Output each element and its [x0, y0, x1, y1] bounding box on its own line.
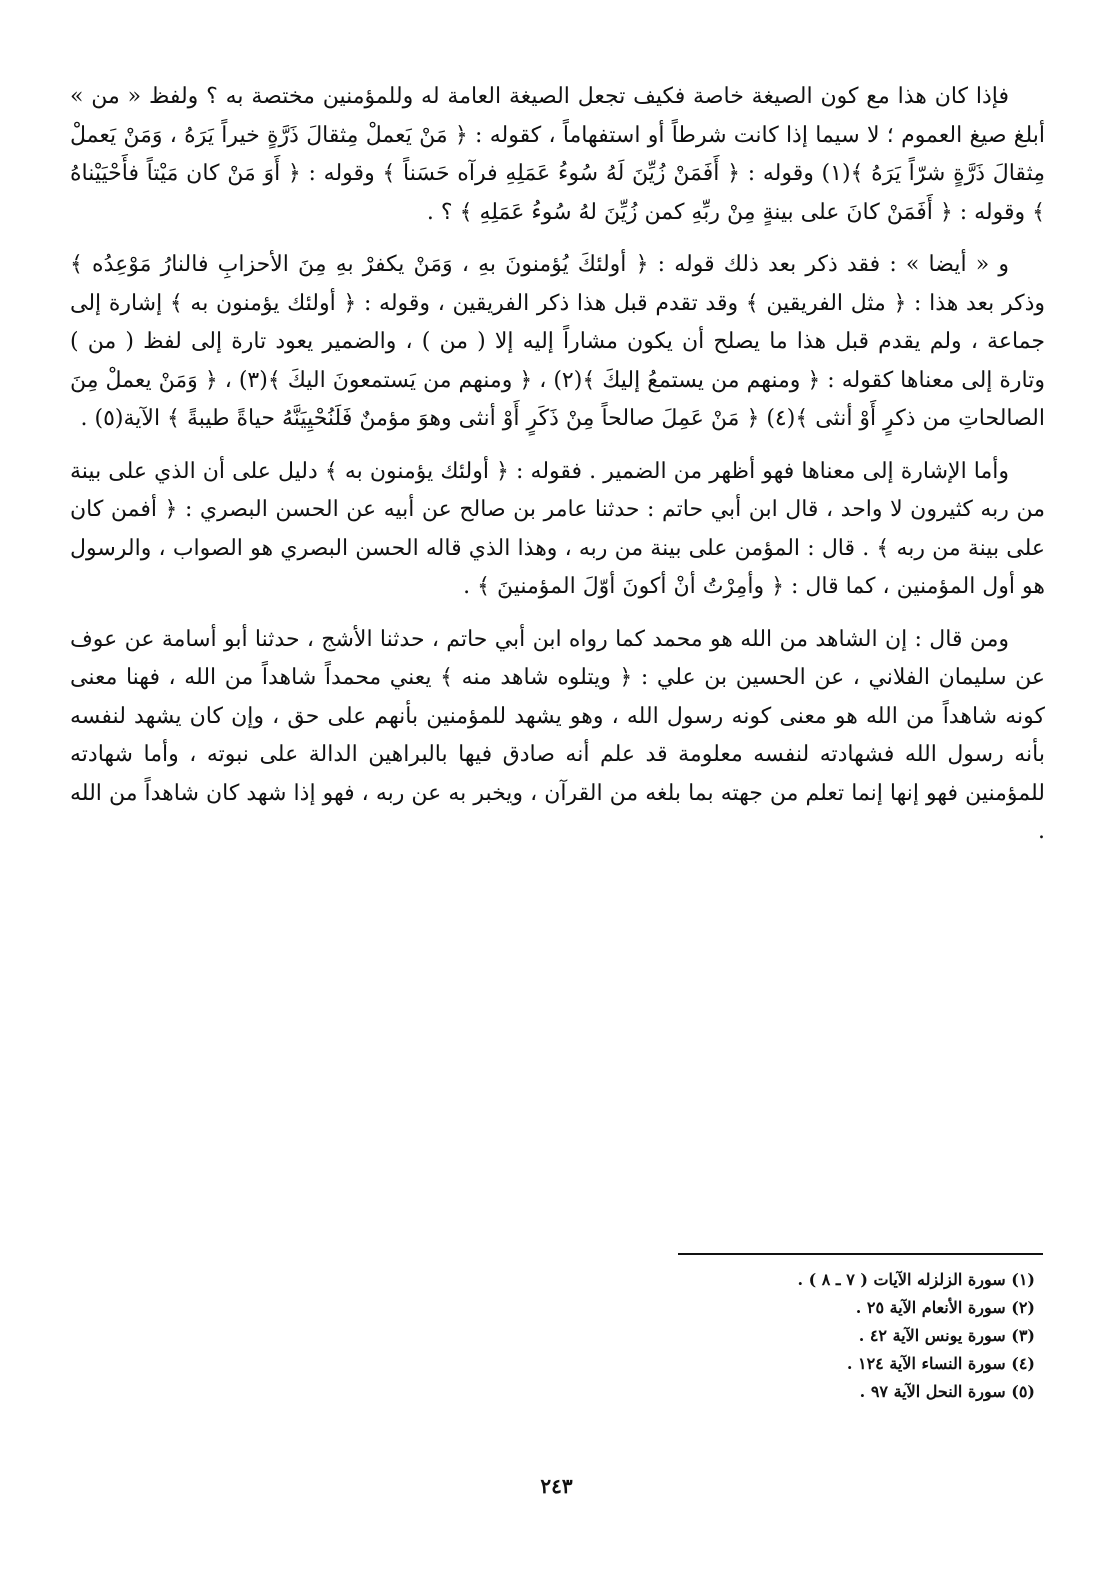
footnote-4: (٤) سورة النساء الآية ١٢٤ .: [846, 1354, 1035, 1373]
footnotes-list: [515, 1266, 1035, 1406]
paragraph-2: و « أيضا » : فقد ذكر بعد ذلك قوله : ﴿ أولئكَ يُؤمنونَ بهِ ، وَمَنْ يكفرْ بهِ مِنَ الأحزابِ فالنارُ مَوْعِدُه ﴾ وذكر بعد هذا : ﴿ مثل الفريقين ﴾ وقد تقدم قبل هذا ذكر الفريقين ، وقوله : ﴿ أولئك يؤمنون به ﴾ إشارة إلى جماعة ، ولم يقدم قبل هذا ما يصلح أن يكون مشاراً إليه إلا ( من ) ، والضمير يعود تارة إلى لفظ ( من ) وتارة إلى معناها كقوله : ﴿ ومنهم من يستمعُ إليكَ ﴾(٢) ، ﴿ ومنهم من يَستمعونَ اليكَ ﴾(٣) ، ﴿ وَمَنْ يعملْ مِنَ الصالحاتِ من ذكرٍ أَوْ أنثى ﴾(٤) ﴿ مَنْ عَمِلَ صالحاً مِنْ ذَكَرٍ أَوْ أنثى وهوَ مؤمنٌ فَلَنُحْيِيَنَّهُ حياةً طيبةً ﴾ الآية(٥) .: [70, 252, 1045, 431]
page-number: ٢٤٣: [540, 1474, 573, 1498]
paragraph-4: ومن قال : إن الشاهد من الله هو محمد كما رواه ابن أبي حاتم ، حدثنا الأشج ، حدثنا أبو أسامة عن عوف عن سليمان الفلاني ، عن الحسين بن علي : ﴿ ويتلوه شاهد منه ﴾ يعني محمداً شاهداً من الله ، فهنا معنى كونه شاهداً من الله هو معنى كونه رسول الله ، وهو يشهد للمؤمنين بأنهم على حق ، وإن كان يشهد لنفسه بأنه رسول الله فشهادته لنفسه معلومة قد علم أنه صادق فيها بالبراهين الدالة على نبوته ، وأما شهادته للمؤمنين فهو إنها إنما تعلم من جهته بما بلغه من القرآن ، ويخبر به عن ربه ، فهو إذا شهد كان شاهداً من الله .: [70, 626, 1045, 844]
footnote-1: (١) سورة الزلزله الآيات ( ٧ ـ ٨ ) .: [797, 1270, 1035, 1289]
footnote-5: (٥) سورة النحل الآية ٩٧ .: [859, 1382, 1035, 1401]
footnote-3: (٣) سورة يونس الآية ٤٢ .: [858, 1326, 1035, 1345]
footnote-divider: [678, 1253, 1043, 1255]
footnote-2: (٢) سورة الأنعام الآية ٢٥ .: [855, 1298, 1035, 1317]
paragraph-1: فإذا كان هذا مع كون الصيغة خاصة فكيف تجعل الصيغة العامة له وللمؤمنين مختصة به ؟ ولفظ « من » أبلغ صيغ العموم ؛ لا سيما إذا كانت شرطاً أو استفهاماً ، كقوله : ﴿ مَنْ يَعملْ مِثقالَ ذَرَّةٍ خيراً يَرَهُ ، وَمَنْ يَعملْ مِثقالَ ذَرَّةٍ شرّاً يَرَهُ ﴾(١) وقوله : ﴿ أَفَمَنْ زُيِّنَ لَهُ سُوءُ عَمَلِهِ فرآه حَسَناً ﴾ وقوله : ﴿ أَوَ مَنْ كان مَيْتاً فأَحْيَيْناهُ ﴾ وقوله : ﴿ أَفَمَنْ كانَ على بينةٍ مِنْ ربِّهِ كمن زُيِّنَ لهُ سُوءُ عَمَلِهِ ﴾ ؟ .: [70, 84, 1045, 225]
paragraph-3: وأما الإشارة إلى معناها فهو أظهر من الضمير . فقوله : ﴿ أولئك يؤمنون به ﴾ دليل على أن الذي على بينة من ربه كثيرون لا واحد ، قال ابن أبي حاتم : حدثنا عامر بن صالح عن أبيه عن الحسن البصري : ﴿ أفمن كان على بينة من ربه ﴾ . قال : المؤمن على بينة من ربه ، وهذا الذي قاله الحسن البصري هو الصواب ، والرسول هو أول المؤمنين ، كما قال : ﴿ وأمِرْتُ أنْ أكونَ أوّلَ المؤمنينَ ﴾ .: [70, 458, 1045, 599]
main-text: [70, 78, 1045, 866]
